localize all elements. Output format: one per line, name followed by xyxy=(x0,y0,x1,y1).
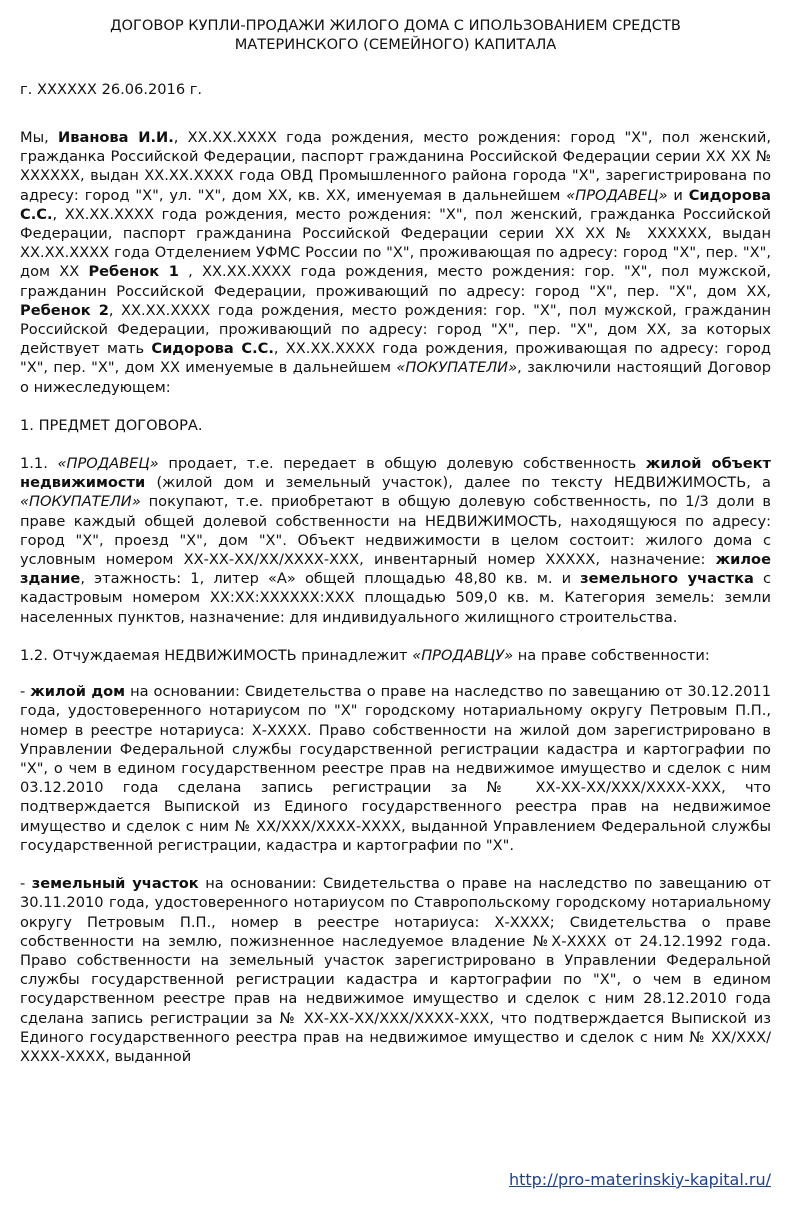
document-title: ДОГОВОР КУПЛИ-ПРОДАЖИ ЖИЛОГО ДОМА С ИПОЛЬЗОВАНИЕМ СРЕДСТВ МАТЕРИНСКОГО (СЕМЕЙНОГО) КАПИТАЛА xyxy=(110,17,681,53)
document-place-date: г. ХХХХХХ 26.06.2016 г. xyxy=(20,81,203,98)
clause-1-2: 1.2. Отчуждаемая НЕДВИЖИМОСТЬ принадлежит «ПРОДАВЦУ» на праве собственности: xyxy=(20,647,710,665)
parties-paragraph: Мы, Иванова И.И., ХХ.ХХ.ХХХХ года рождения, место рождения: город "Х", пол женский, гражданка Российской Федерации, паспорт гражданина Российской Федерации серии ХХ ХХ № ХХХХХХ, выдан ХХ.ХХ.ХХХХ года ОВД Промышленного района города "Х", зарегистрирована по адресу: город "Х", ул. "Х", дом ХХ, кв. ХХ, именуемая в дальнейшем «ПРОДАВЕЦ» и Сидорова С.С., ХХ.ХХ.ХХХХ года рождения, место рождения: "Х", пол женский, гражданка Российской Федерации, паспорт гражданина Российской Федерации серии ХХ ХХ № ХХХХХХ, выдан ХХ.ХХ.ХХХХ года Отделением УФМС России по "Х", проживающая по адресу: город "Х", пер. "Х", дом ХХ Ребенок 1 , ХХ.ХХ.ХХХХ года рождения, место рождения: гор. "Х", пол мужской, гражданин Российской Федерации, проживающий по адресу: город "Х", пер. "Х", дом ХХ, Ребенок 2, ХХ.ХХ.ХХХХ года рождения, место рождения: гор. "Х", пол мужской, гражданин Российской Федерации, проживающий по адресу: город "Х", пер. "Х", дом ХХ, за которых действует мать Сидорова С.С., ХХ.ХХ.ХХХХ года рождения, проживающая по адресу: город "Х", пер. "Х", дом ХХ именуемые в дальнейшем «ПОКУПАТЕЛИ», заключили настоящий Договор о нижеследующем: xyxy=(20,129,771,396)
buyer-name: Сидорова С.С. xyxy=(20,186,771,223)
house-ownership-basis: - жилой дом на основании: Свидетельства о праве на наследство по завещанию от 30.12.2011 года, удостоверенного нотариусом по "Х" городскому нотариальному округу Петровым П.П., номер в реестре нотариуса: Х-ХХХХ. Право собственности на жилой дом зарегистрировано в Управлении Федеральной службы государственной регистрации кадастра и картографии по "Х", о чем в едином государственном реестре прав на недвижимое имущество и сделок с ним 03.12.2010 года сделана запись регистрации за № ХХ-ХХ-ХХ/ХХХ/ХХХХ-ХХХ, что подтверждается Выпиской из Единого государственного реестра прав на недвижимое имущество и сделок с ним № ХХ/ХХХ/ХХХХ-ХХХХ, выданной Управлением Федеральной службы государственной регистрации, кадастра и картографии по "Х". xyxy=(20,683,772,854)
section-1-heading: 1. ПРЕДМЕТ ДОГОВОРА. xyxy=(20,417,203,435)
land-ownership-basis: - земельный участок на основании: Свидетельства о праве на наследство по завещанию от 30.11.2010 года, удостоверенного нотариусом по Ставропольскому городскому нотариальному округу Петровым П.П., номер в реестре нотариуса: Х-ХХХХ; Свидетельства о праве собственности на землю, пожизненное наследуемое владение №Х-ХХХХ от 24.12.1992 года. Право собственности на земельный участок зарегистрировано в Управлении Федеральной службы государственной регистрации кадастра и картографии по "Х", о чем в едином государственном реестре прав на недвижимое имущество и сделок с ним 28.12.2010 года сделана запись регистрации за № ХХ-ХХ-ХХ/ХХХ/ХХХХ-ХХХ, что подтверждается Выпиской из Единого государственного реестра прав на недвижимое имущество и сделок с ним № ХХ/ХХХ/ХХХХ-ХХХХ, выданной xyxy=(20,875,771,1066)
seller-term: «ПРОДАВЕЦ» xyxy=(566,186,668,204)
buyers-term: «ПОКУПАТЕЛИ» xyxy=(396,359,518,377)
source-site-link[interactable]: http://pro-materinskiy-kapital.ru/ xyxy=(479,1168,773,1191)
child-1-name: Ребенок 1 xyxy=(88,263,179,281)
child-2-name: Ребенок 2 xyxy=(20,301,109,319)
clause-1-1: 1.1. «ПРОДАВЕЦ» продает, т.е. передает в общую долевую собственность жилой объект недвижимости (жилой дом и земельный участок), далее по тексту НЕДВИЖИМОСТЬ, а «ПОКУПАТЕЛИ» покупают, т.е. приобретают в общую долевую собственность, по 1/3 доли в праве каждый общей долевой собственности на НЕДВИЖИМОСТЬ, находящуюся по адресу: город "Х", проезд "Х", дом "Х". Объект недвижимости в целом состоит: жилого дома с условным номером ХХ-ХХ-ХХ/ХХ/ХХХХ-ХХХ, инвентарный номер ХХХХХ, назначение: жилое здание, этажность: 1, литер «А» общей площадью 48,80 кв. м. и земельного участка с кадастровым номером ХХ:ХХ:ХХХХХХ:ХХХ площадью 509,0 кв. м. Категория земель: земли населенных пунктов, назначение: для индивидуального жилищного строительства. xyxy=(20,455,771,626)
seller-name: Иванова И.И. xyxy=(58,129,174,146)
mother-name: Сидорова С.С. xyxy=(151,340,274,358)
